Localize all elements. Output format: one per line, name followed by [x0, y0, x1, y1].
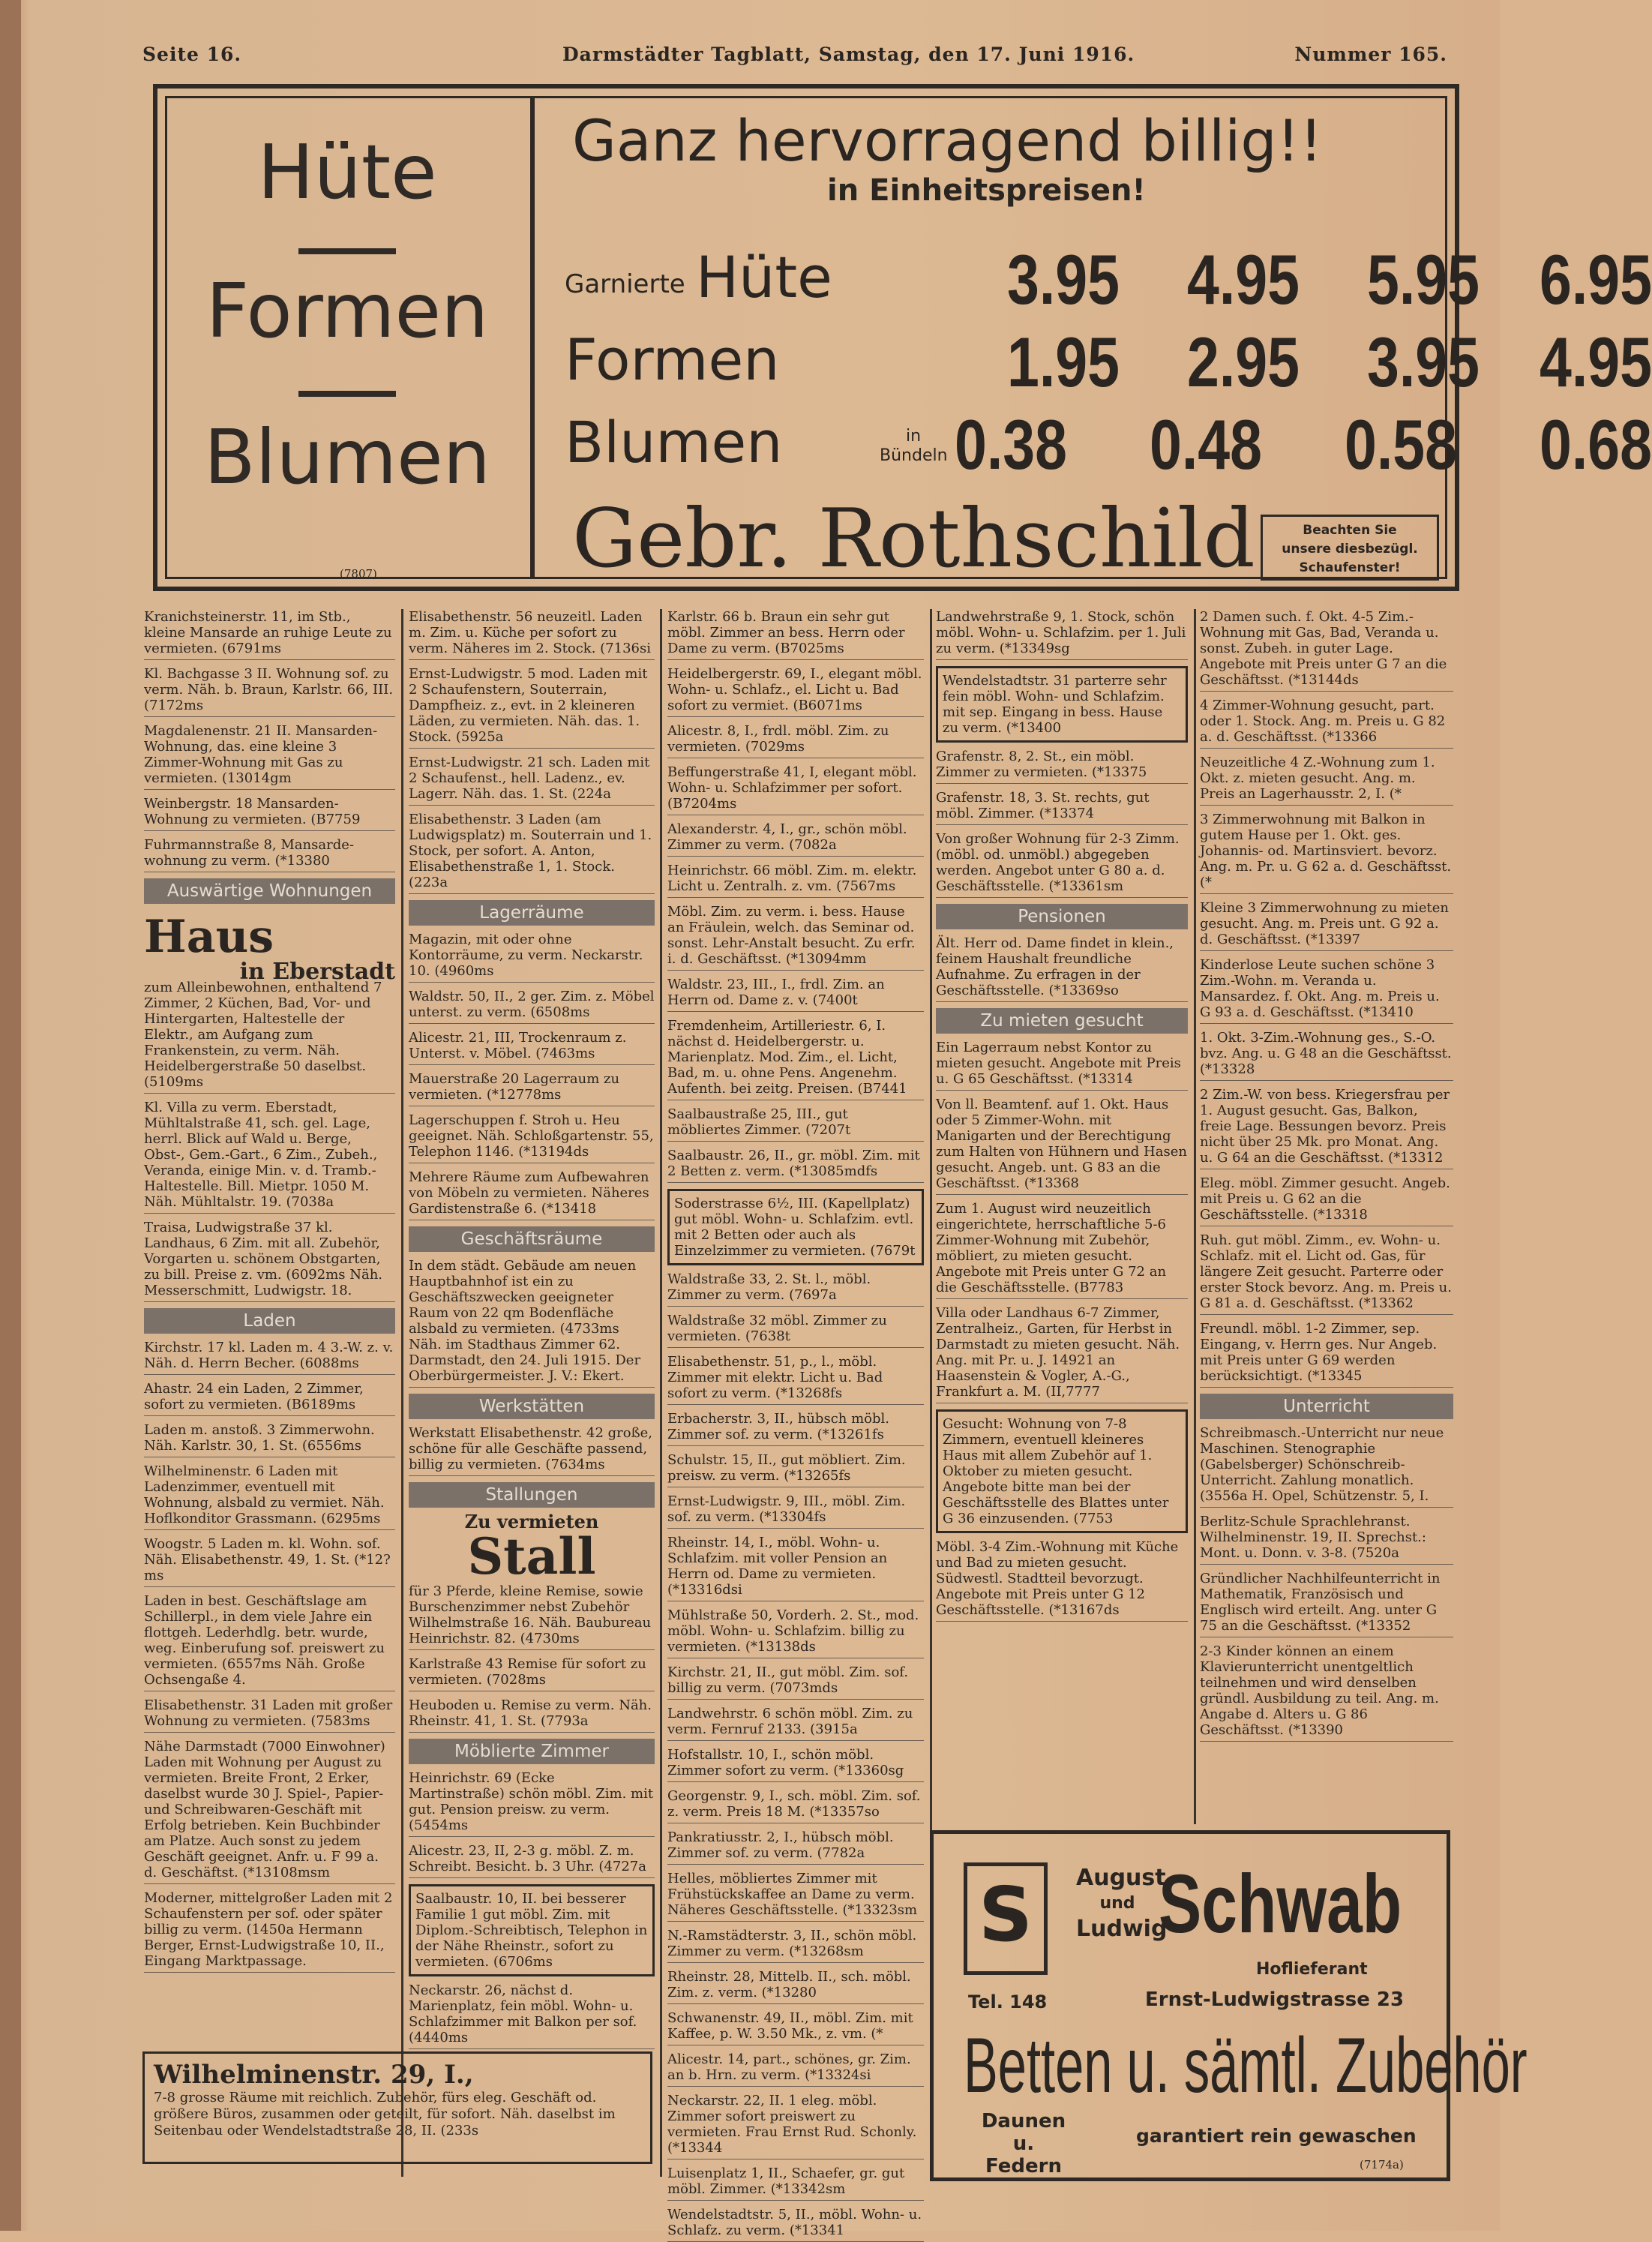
schwab-surname: Schwab	[1159, 1858, 1402, 1950]
column-4	[936, 609, 1188, 1820]
classified-ad-boxed: Soderstrasse 6½, III. (Kapellplatz) gut möbl. Wohn- u. Schlafzim. evtl. mit 2 Betten oder auch als Einzelzimmer zu vermieten. (7679t	[667, 1189, 924, 1265]
classified-ad: Eleg. möbl. Zimmer gesucht. Angeb. mit Preis u. G 62 an die Geschäftsstelle. (*13318	[1200, 1175, 1453, 1226]
classified-ad: Neuzeitliche 4 Z.-Wohnung zum 1. Okt. z. mieten gesucht. Ang. m. Preis an Lagerhausstr. 2, I. (*	[1200, 755, 1453, 806]
schwab-first-names	[1076, 1865, 1168, 1942]
ad-left-panel	[167, 98, 535, 581]
classified-ad: Villa oder Landhaus 6-7 Zimmer, Zentralheiz., Garten, für Herbst in Darmstadt zu mieten gesucht. Näh. Ang. mit Pr. u. J. 14921 an Haasenstein & Vogler, A.-G., Frankfurt a. M. (II,7777	[936, 1305, 1188, 1403]
price-value: 0.48	[1150, 405, 1263, 484]
section-heading: Stallungen	[409, 1482, 655, 1508]
ad-pre: Zu vermieten	[464, 1511, 599, 1532]
schwab-ad-number: (7174a)	[1360, 2158, 1404, 2171]
price-row-prefix: Garnierte	[565, 269, 685, 299]
price-value: 3.95	[1007, 240, 1120, 319]
classified-ad: Elisabethenstr. 51, p., l., möbl. Zimmer mit elektr. Licht u. Bad sofort zu verm. (*13268fs	[667, 1354, 924, 1405]
price-value: 0.68	[1540, 405, 1652, 484]
ad-note	[1261, 515, 1439, 581]
classified-ad: Karlstraße 43 Remise für sofort zu vermieten. (7028ms	[409, 1656, 655, 1691]
section-heading: Werkstätten	[409, 1394, 655, 1419]
schwab-garantiert: garantiert rein gewaschen	[1136, 2125, 1417, 2147]
price-value: 3.95	[1367, 323, 1480, 401]
ad-word-formen: Formen	[205, 267, 489, 355]
classified-ad-stall	[409, 1511, 655, 1650]
classified-ad: Möbl. Zim. zu verm. i. bess. Hause an Fräulein, welch. das Seminar od. sonst. Lehr-Anstalt besucht. Zu erfr. i. d. Geschäftsst. (*13094mm	[667, 904, 924, 971]
price-value: 6.95	[1540, 240, 1652, 319]
classified-ad: Erbacherstr. 3, II., hübsch möbl. Zimmer sof. zu verm. (*13261fs	[667, 1411, 924, 1446]
schwab-advertisement	[930, 1830, 1528, 2181]
classified-ad: Helles, möbliertes Zimmer mit Frühstückskaffee an Dame zu verm. Näheres Geschäftsstelle. (*13323sm	[667, 1871, 924, 1922]
classified-ad: Lagerschuppen f. Stroh u. Heu geeignet. Näh. Schloßgartenstr. 55, Telephon 1146. (*13194ds	[409, 1112, 655, 1163]
schwab-address: Ernst-Ludwigstrasse 23	[1145, 1988, 1405, 2011]
classified-ad: Alicestr. 21, III, Trockenraum z. Unterst. v. Möbel. (7463ms	[409, 1030, 655, 1065]
classified-ad: Ein Lagerraum nebst Kontor zu mieten gesucht. Angebote mit Preis u. G 65 Geschäftsst. (*13314	[936, 1040, 1188, 1091]
classified-ad: Georgenstr. 9, I., sch. möbl. Zim. sof. z. verm. Preis 18 M. (*13357so	[667, 1788, 924, 1823]
ad-subtitle: in Eberstadt	[239, 959, 395, 985]
classified-ad: Mühlstraße 50, Vorderh. 2. St., mod. möbl. Wohn- u. Schlafzim. billig zu vermieten. (*13138ds	[667, 1607, 924, 1658]
schwab-daunen	[975, 2110, 1072, 2177]
wilhelminenstr-advertisement	[142, 2051, 652, 2164]
classified-ad: Heuboden u. Remise zu verm. Näh. Rheinstr. 41, 1. St. (7793a	[409, 1697, 655, 1733]
ad-big-word: Stall	[467, 1527, 596, 1586]
page-header	[142, 44, 1447, 74]
schwab-name-line: und	[1099, 1894, 1135, 1913]
classified-ad: Von großer Wohnung für 2-3 Zimm. (möbl. od. unmöbl.) abgegeben werden. Angebot unter G 80 a. d. Geschäftsstelle. (*13361sm	[936, 831, 1188, 898]
classified-ad: Gründlicher Nachhilfeunterricht in Mathematik, Französisch und Englisch wird erteilt. Ang. unter G 75 an die Geschäftsst. (*13352	[1200, 1571, 1453, 1637]
classified-ad: Laden in best. Geschäftslage am Schillerpl., in dem viele Jahre ein flottgeh. Lederhdlg. betr. wurde, weg. Einberufung sof. preiswert zu vermieten. (6557ms Näh. Große Ochsengaße 4.	[144, 1593, 395, 1691]
classified-ad: Ernst-Ludwigstr. 5 mod. Laden mit 2 Schaufenstern, Souterrain, Dampfheiz. z., evt. in 2 kleineren Läden, zu vermieten. Näh. das. 1. Stock. (5925a	[409, 666, 655, 749]
classified-ad: Kleine 3 Zimmerwohnung zu mieten gesucht. Ang. m. Preis unt. G 92 a. d. Geschäftsst. (*13397	[1200, 900, 1453, 951]
ad-text: für 3 Pferde, kleine Remise, sowie Burschenzimmer nebst Zubehör Wilhelmstraße 16. Näh. Baubureau Heinrichstr. 82. (4730ms	[409, 1583, 652, 1646]
rothschild-advertisement	[153, 84, 1652, 591]
schwab-name-line: Ludwig	[1076, 1916, 1168, 1942]
section-heading: Laden	[144, 1308, 395, 1334]
classified-ad-boxed: Saalbaustr. 10, II. bei besserer Familie 1 gut möbl. Zim. mit Diplom.-Schreibtisch, Telephon in der Nähe Rheinstr., sofort zu vermieten. (6706ms	[409, 1884, 655, 1976]
classified-ad: Schreibmasch.-Unterricht nur neue Maschinen. Stenographie (Gabelsberger) Schönschreib-Unterricht. Zahlung monatlich. (3556a H. Opel, Schützenstr. 5, I.	[1200, 1425, 1453, 1508]
price-row-suffix: in Bündeln	[880, 427, 948, 465]
classified-ad: Ält. Herr od. Dame findet in klein., feinem Haushalt freundliche Aufnahme. Zu erfragen in der Geschäftsstelle. (*13369so	[936, 935, 1188, 1002]
classified-ad: Kranichsteinerstr. 11, im Stb., kleine Mansarde an ruhige Leute zu vermieten. (6791ms	[144, 609, 395, 660]
classified-ad: Von ll. Beamtenf. auf 1. Okt. Haus oder 5 Zimmer-Wohn. mit Manigarten und der Berechtigung zum Halten von Hühnern und Hasen gesucht. Angeb. unt. G 83 an die Geschäftsst. (*13368	[936, 1097, 1188, 1195]
classified-ad: Schulstr. 15, II., gut möbliert. Zim. preisw. zu verm. (*13265fs	[667, 1452, 924, 1487]
classified-ad: Alicestr. 14, part., schönes, gr. Zim. an b. Hrn. zu verm. (*13324si	[667, 2051, 924, 2087]
price-row-label: Formen	[565, 326, 780, 393]
schwab-telephone: Tel. 148	[968, 1991, 1048, 2012]
firm-name: Gebr. Rothschild	[572, 492, 1255, 586]
price-value: 4.95	[1187, 240, 1300, 319]
ad-dash	[298, 248, 396, 254]
classified-ad: Freundl. möbl. 1-2 Zimmer, sep. Eingang, v. Herrn ges. Nur Angeb. mit Preis unter G 69 werden berücksichtigt. (*13345	[1200, 1321, 1453, 1388]
classified-ad: 2 Zim.-W. von bess. Kriegersfrau per 1. August gesucht. Gas, Balkon, freie Lage. Bessungen bevorz. Preis nicht über 25 Mk. pro Monat. Ang. u. G 64 an die Geschäftsst. (*13312	[1200, 1087, 1453, 1169]
header-title: Darmstädter Tagblatt, Samstag, den 17. Juni 1916.	[562, 44, 1135, 65]
ad-dash	[298, 391, 396, 397]
column-1	[144, 609, 395, 2042]
classified-ad: Woogstr. 5 Laden m. kl. Wohn. sof. Näh. Elisabethenstr. 49, 1. St. (*12?ms	[144, 1536, 395, 1587]
classified-ad: Weinbergstr. 18 Mansarden-Wohnung zu vermieten. (B7759	[144, 796, 395, 831]
classified-ad: Heidelbergerstr. 69, I., elegant möbl. Wohn- u. Schlafz., el. Licht u. Bad sofort zu vermiet. (B6071ms	[667, 666, 924, 717]
wide-ad-title: Wilhelminenstr. 29, I.,	[154, 2060, 474, 2090]
classified-ad: Neckarstr. 22, II. 1 eleg. möbl. Zimmer sofort preiswert zu vermieten. Frau Ernst Rud. Schonly. (*13344	[667, 2093, 924, 2159]
ad-big-word: Haus	[144, 911, 274, 963]
classified-ad: Waldstraße 33, 2. St. l., möbl. Zimmer zu verm. (7697a	[667, 1271, 924, 1307]
classified-ad: Beffungerstraße 41, I, elegant möbl. Wohn- u. Schlafzimmer per sofort. (B7204ms	[667, 764, 924, 815]
header-issue-number: Nummer 165.	[1294, 44, 1447, 65]
column-2	[409, 609, 655, 2045]
schwab-name-line: August	[1076, 1865, 1166, 1891]
classified-ad: Grafenstr. 18, 3. St. rechts, gut möbl. Zimmer. (*13374	[936, 790, 1188, 825]
price-row-label: Blumen	[565, 409, 783, 476]
section-heading: Pensionen	[936, 904, 1188, 929]
classified-ad: Landwehrstraße 9, 1. Stock, schön möbl. Wohn- u. Schlafzim. per 1. Juli zu verm. (*13349sg	[936, 609, 1188, 660]
classified-ad: Neckarstr. 26, nächst d. Marienplatz, fein möbl. Wohn- u. Schlafzimmer mit Balkon per sof. (4440ms	[409, 1982, 655, 2049]
classified-ad: Elisabethenstr. 31 Laden mit großer Wohnung zu vermieten. (7583ms	[144, 1697, 395, 1733]
classified-ad: Mehrere Räume zum Aufbewahren von Möbeln zu vermieten. Näheres Gardistenstraße 6. (*13418	[409, 1169, 655, 1220]
header-page-number: Seite 16.	[142, 44, 242, 65]
classified-ad: Laden m. anstoß. 3 Zimmerwohn. Näh. Karlstr. 30, 1. St. (6556ms	[144, 1422, 395, 1457]
ad-note-line: Schaufenster!	[1299, 560, 1401, 575]
section-heading: Geschäftsräume	[409, 1226, 655, 1252]
classified-ad: Heinrichstr. 66 möbl. Zim. m. elektr. Licht u. Zentralh. z. vm. (7567ms	[667, 863, 924, 898]
column-5	[1200, 609, 1453, 1820]
classified-ad: Werkstatt Elisabethenstr. 42 große, schöne für alle Geschäfte passend, billig zu vermieten. (7634ms	[409, 1425, 655, 1476]
price-value: 5.95	[1367, 240, 1480, 319]
classified-ad: Kirchstr. 17 kl. Laden m. 4 3.-W. z. v. Näh. d. Herrn Becher. (6088ms	[144, 1340, 395, 1375]
classified-ad: Nähe Darmstadt (7000 Einwohner) Laden mit Wohnung per August zu vermieten. Breite Front, 2 Erker, daselbst wurde 30 J. Spiel-, Papier- und Schreibwaren-Geschäft mit Erfolg betrieben. Kein Buchbinder am Platze. Auch sonst zu jedem Geschäft geeignet. Anfr. u. F 99 a. d. Geschäftst. (*13108msm	[144, 1739, 395, 1884]
classified-ad: Ruh. gut möbl. Zimm., ev. Wohn- u. Schlafz. mit el. Licht od. Gas, für längere Zeit gesucht. Parterre oder erster Stock bevorz. Ang. m. Preis u. G 81 a. d. Geschäftsst. (*13362	[1200, 1232, 1453, 1315]
classified-ad: Kl. Villa zu verm. Eberstadt, Mühltalstraße 41, sch. gel. Lage, herrl. Blick auf Wald u. Berge, Obst-, Gem.-Gart., 6 Zim., Zubeh., Veranda, einige Min. v. d. Tramb.-Haltestelle. Bill. Mietpr. 1050 M. Näh. Mühltalstr. 19. (7038a	[144, 1100, 395, 1214]
section-heading: Unterricht	[1200, 1394, 1453, 1419]
classified-ad: Alicestr. 23, II, 2-3 g. möbl. Z. m. Schreibt. Besicht. b. 3 Uhr. (4727a	[409, 1843, 655, 1878]
classified-ad: Waldstr. 23, III., I., frdl. Zim. an Herrn od. Dame z. v. (7400t	[667, 977, 924, 1012]
classified-ad: Landwehrstr. 6 schön möbl. Zim. zu verm. Fernruf 2133. (3915a	[667, 1706, 924, 1741]
classified-ad: Grafenstr. 8, 2. St., ein möbl. Zimmer zu vermieten. (*13375	[936, 749, 1188, 784]
classified-ad: Wendelstadtstr. 5, II., möbl. Wohn- u. Schlafz. zu verm. (*13341	[667, 2207, 924, 2242]
classified-ad: Pankratiusstr. 2, I., hübsch möbl. Zimmer sof. zu verm. (7782a	[667, 1829, 924, 1865]
schwab-betten: Betten u. sämtl. Zubehör	[964, 2022, 1528, 2109]
classified-ad: 2-3 Kinder können an einem Klavierunterricht unentgeltlich teilnehmen und wird denselben gründl. Ausbildung zu teil. Ang. m. Angabe d. Alters u. G 86 Geschäftsst. (*13390	[1200, 1643, 1453, 1742]
classified-ad: Ernst-Ludwigstr. 21 sch. Laden mit 2 Schaufenst., hell. Ladenz., ev. Lagerr. Näh. das. 1. St. (224a	[409, 755, 655, 806]
column-rule	[1194, 609, 1196, 1824]
price-value: 0.58	[1345, 405, 1458, 484]
schwab-hoflieferant: Hoflieferant	[1256, 1960, 1368, 1979]
price-value: 4.95	[1540, 323, 1652, 401]
page-spine	[0, 0, 21, 2231]
classified-ad: Waldstraße 32 möbl. Zimmer zu vermieten. (7638t	[667, 1313, 924, 1348]
classified-ad: Waldstr. 50, II., 2 ger. Zim. z. Möbel unterst. zu verm. (6508ms	[409, 989, 655, 1024]
classified-ad: Kl. Bachgasse 3 II. Wohnung sof. zu verm. Näh. b. Braun, Karlstr. 66, III. (7172ms	[144, 666, 395, 717]
schwab-daunen-line: u. Federn	[985, 2132, 1062, 2177]
classified-ad: Zum 1. August wird neuzeitlich eingerichtete, herrschaftliche 5-6 Zimmer-Wohnung mit Zubehör, möbliert, zu mieten gesucht. Angebote mit Preis unter G 72 an die Geschäftsstelle. (B7783	[936, 1201, 1188, 1299]
classified-ad: Saalbaustr. 26, II., gr. möbl. Zim. mit 2 Betten z. verm. (*13085mdfs	[667, 1148, 924, 1183]
classified-ad: Elisabethenstr. 3 Laden (am Ludwigsplatz) m. Souterrain und 1. Stock, per sofort. A. Anton, Elisabethenstraße 1, 1. Stock. (223a	[409, 812, 655, 894]
classified-ad-boxed: Wendelstadtstr. 31 parterre sehr fein möbl. Wohn- und Schlafzim. mit sep. Eingang in bess. Hause zu verm. (*13400	[936, 666, 1188, 743]
column-rule	[401, 609, 403, 2177]
classified-ad: Heinrichstr. 69 (Ecke Martinstraße) schön möbl. Zim. mit gut. Pension preisw. zu verm. (5454ms	[409, 1770, 655, 1837]
classified-ad: Hofstallstr. 10, I., schön möbl. Zimmer sofort zu verm. (*13360sg	[667, 1747, 924, 1782]
classified-ad-haus	[144, 910, 395, 1094]
classified-ad: Rheinstr. 14, I., möbl. Wohn- u. Schlafzim. mit voller Pension an Herrn od. Dame zu vermieten. (*13316dsi	[667, 1535, 924, 1601]
price-row-label: Hüte	[696, 244, 832, 311]
classified-ad: Elisabethenstr. 56 neuzeitl. Laden m. Zim. u. Küche per sofort zu verm. Näheres im 2. Stock. (7136si	[409, 609, 655, 660]
ad-note-line: Beachten Sie	[1303, 523, 1397, 538]
classified-ad: Saalbaustraße 25, III., gut möbliertes Zimmer. (7207t	[667, 1106, 924, 1142]
ad-number: (7807)	[340, 567, 377, 581]
price-value: 1.95	[1007, 323, 1120, 401]
section-heading: Auswärtige Wohnungen	[144, 878, 395, 904]
section-heading: Möblierte Zimmer	[409, 1739, 655, 1764]
ad-text: zum Alleinbewohnen, enthaltend 7 Zimmer, 2 Küchen, Bad, Vor- und Hintergarten, Haltestelle der Elektr., am Aufgang zum Frankenstein, zu verm. Näh. Heidelbergerstraße 50 daselbst. (5109ms	[144, 980, 382, 1090]
classified-ad: Rheinstr. 28, Mittelb. II., sch. möbl. Zim. z. verm. (*13280	[667, 1969, 924, 2004]
classified-ad: N.-Ramstädterstr. 3, II., schön möbl. Zimmer zu verm. (*13268sm	[667, 1928, 924, 1963]
classified-ad: Karlstr. 66 b. Braun ein sehr gut möbl. Zimmer an bess. Herrn oder Dame zu verm. (B7025ms	[667, 609, 924, 660]
column-3	[667, 609, 924, 2238]
classified-ad: Magazin, mit oder ohne Kontorräume, zu verm. Neckarstr. 10. (4960ms	[409, 932, 655, 983]
column-rule	[660, 609, 662, 2177]
classified-ad: Berlitz-Schule Sprachlehranst. Wilhelminenstr. 19, II. Sprechst.: Mont. u. Donn. v. 3-8. (7520a	[1200, 1514, 1453, 1565]
classified-ad: Kinderlose Leute suchen schöne 3 Zim.-Wohn. m. Veranda u. Mansardez. f. Okt. Ang. m. Preis u. G 93 a. d. Geschäftsst. (*13410	[1200, 957, 1453, 1024]
classified-ad: 3 Zimmerwohnung mit Balkon in gutem Hause per 1. Okt. ges. Johannis- od. Martinsviert. bevorz. Ang. m. Pr. u. G 62 a. d. Geschäftsst. (*	[1200, 812, 1453, 894]
classified-ad: Fremdenheim, Artilleriestr. 6, I. nächst d. Heidelbergerstr. u. Marienplatz. Mod. Zim., el. Licht, Bad, m. u. ohne Pens. Angenehm. Aufenth. bei zeitg. Preisen. (B7441	[667, 1018, 924, 1100]
price-row-huete	[565, 239, 1652, 319]
classified-ad: Möbl. 3-4 Zim.-Wohnung mit Küche und Bad zu mieten gesucht. Südwestl. Stadtteil bevorzugt. Angebote mit Preis unter G 12 Geschäftsstelle. (*13167ds	[936, 1539, 1188, 1622]
price-value: 0.38	[955, 405, 1068, 484]
classified-ad: Fuhrmannstraße 8, Mansarde-wohnung zu verm. (*13380	[144, 837, 395, 872]
section-heading: Lagerräume	[409, 900, 655, 926]
classified-ad: Magdalenenstr. 21 II. Mansarden-Wohnung, das. eine kleine 3 Zimmer-Wohnung mit Gas zu vermieten. (13014gm	[144, 723, 395, 790]
schwab-daunen-line: Daunen	[981, 2110, 1066, 2132]
wide-ad-text: 7-8 grosse Räume mit reichlich. Zubehör, fürs eleg. Geschäft od. größere Büros, zusammen oder geteilt, für sofort. Näh. daselbst im Seitenbau oder Wendelstadtstraße 28, II. (233s	[154, 2090, 616, 2138]
classified-ad: 2 Damen such. f. Okt. 4-5 Zim.-Wohnung mit Gas, Bad, Veranda u. sonst. Zubeh. in guter Lage. Angebote mit Preis unter G 7 an die Geschäftsst. (*13144ds	[1200, 609, 1453, 692]
ad-note-line: unsere diesbezügl.	[1282, 542, 1418, 557]
classified-ad: Alicestr. 8, I., frdl. möbl. Zim. zu vermieten. (7029ms	[667, 723, 924, 758]
classified-ad-boxed: Gesucht: Wohnung von 7-8 Zimmern, eventuell kleineres Haus mit allem Zubehör auf 1. Oktober zu mieten gesucht. Angebote bitte man bei der Geschäftsstelle des Blattes unter G 36 einzusenden. (7753	[936, 1409, 1188, 1533]
classified-ad: Alexanderstr. 4, I., gr., schön möbl. Zimmer zu verm. (7082a	[667, 821, 924, 857]
ad-word-blumen: Blumen	[203, 413, 491, 501]
classified-ad: Mauerstraße 20 Lagerraum zu vermieten. (*12778ms	[409, 1071, 655, 1106]
price-row-formen	[565, 322, 1652, 401]
schwab-logo: S	[964, 1862, 1048, 1975]
classified-ad: Luisenplatz 1, II., Schaefer, gr. gut möbl. Zimmer. (*13342sm	[667, 2165, 924, 2201]
classified-ad: In dem städt. Gebäude am neuen Hauptbahnhof ist ein zu Geschäftszwecken geeigneter Raum von 22 qm Bodenfläche alsbald zu vermieten. (4733ms Näh. im Stadthaus Zimmer 62. Darmstadt, den 24. Juli 1915. Der Oberbürgermeister. J. V.: Ekert.	[409, 1258, 655, 1388]
ad-subhead: in Einheitspreisen!	[827, 173, 1146, 208]
price-value: 2.95	[1187, 323, 1300, 401]
price-row-blumen	[565, 404, 1652, 484]
classified-ad: Ernst-Ludwigstr. 9, III., möbl. Zim. sof. zu verm. (*13304fs	[667, 1493, 924, 1529]
section-heading: Zu mieten gesucht	[936, 1008, 1188, 1034]
classified-ad: Kirchstr. 21, II., gut möbl. Zim. sof. billig zu verm. (7073mds	[667, 1664, 924, 1700]
classified-ad: Moderner, mittelgroßer Laden mit 2 Schaufenstern per sof. oder später billig zu verm. (1450a Hermann Berger, Ernst-Ludwigstraße 10, II., Eingang Marktpassage.	[144, 1890, 395, 1973]
classified-ad: 1. Okt. 3-Zim.-Wohnung ges., S.-O. bvz. Ang. u. G 48 an die Geschäftsst. (*13328	[1200, 1030, 1453, 1081]
classified-ad: Schwanenstr. 49, II., möbl. Zim. mit Kaffee, p. W. 3.50 Mk., z. vm. (*	[667, 2010, 924, 2045]
classified-ad: Wilhelminenstr. 6 Laden mit Ladenzimmer, eventuell mit Wohnung, alsbald zu vermiet. Näh. Hoflkonditor Grassmann. (6295ms	[144, 1463, 395, 1530]
classified-ad: Ahastr. 24 ein Laden, 2 Zimmer, sofort zu vermieten. (B6189ms	[144, 1381, 395, 1416]
classified-ad: 4 Zimmer-Wohnung gesucht, part. oder 1. Stock. Ang. m. Preis u. G 82 a. d. Geschäftsst. (*13366	[1200, 698, 1453, 749]
classified-ad: Traisa, Ludwigstraße 37 kl. Landhaus, 6 Zim. mit all. Zubehör, Vorgarten u. schönem Obstgarten, zu bill. Preise z. vm. (6092ms Näh. Messerschmitt, Ludwigstr. 18.	[144, 1220, 395, 1302]
ad-word-huete: Hüte	[257, 128, 437, 216]
ad-headline: Ganz hervorragend billig!!	[572, 107, 1323, 174]
